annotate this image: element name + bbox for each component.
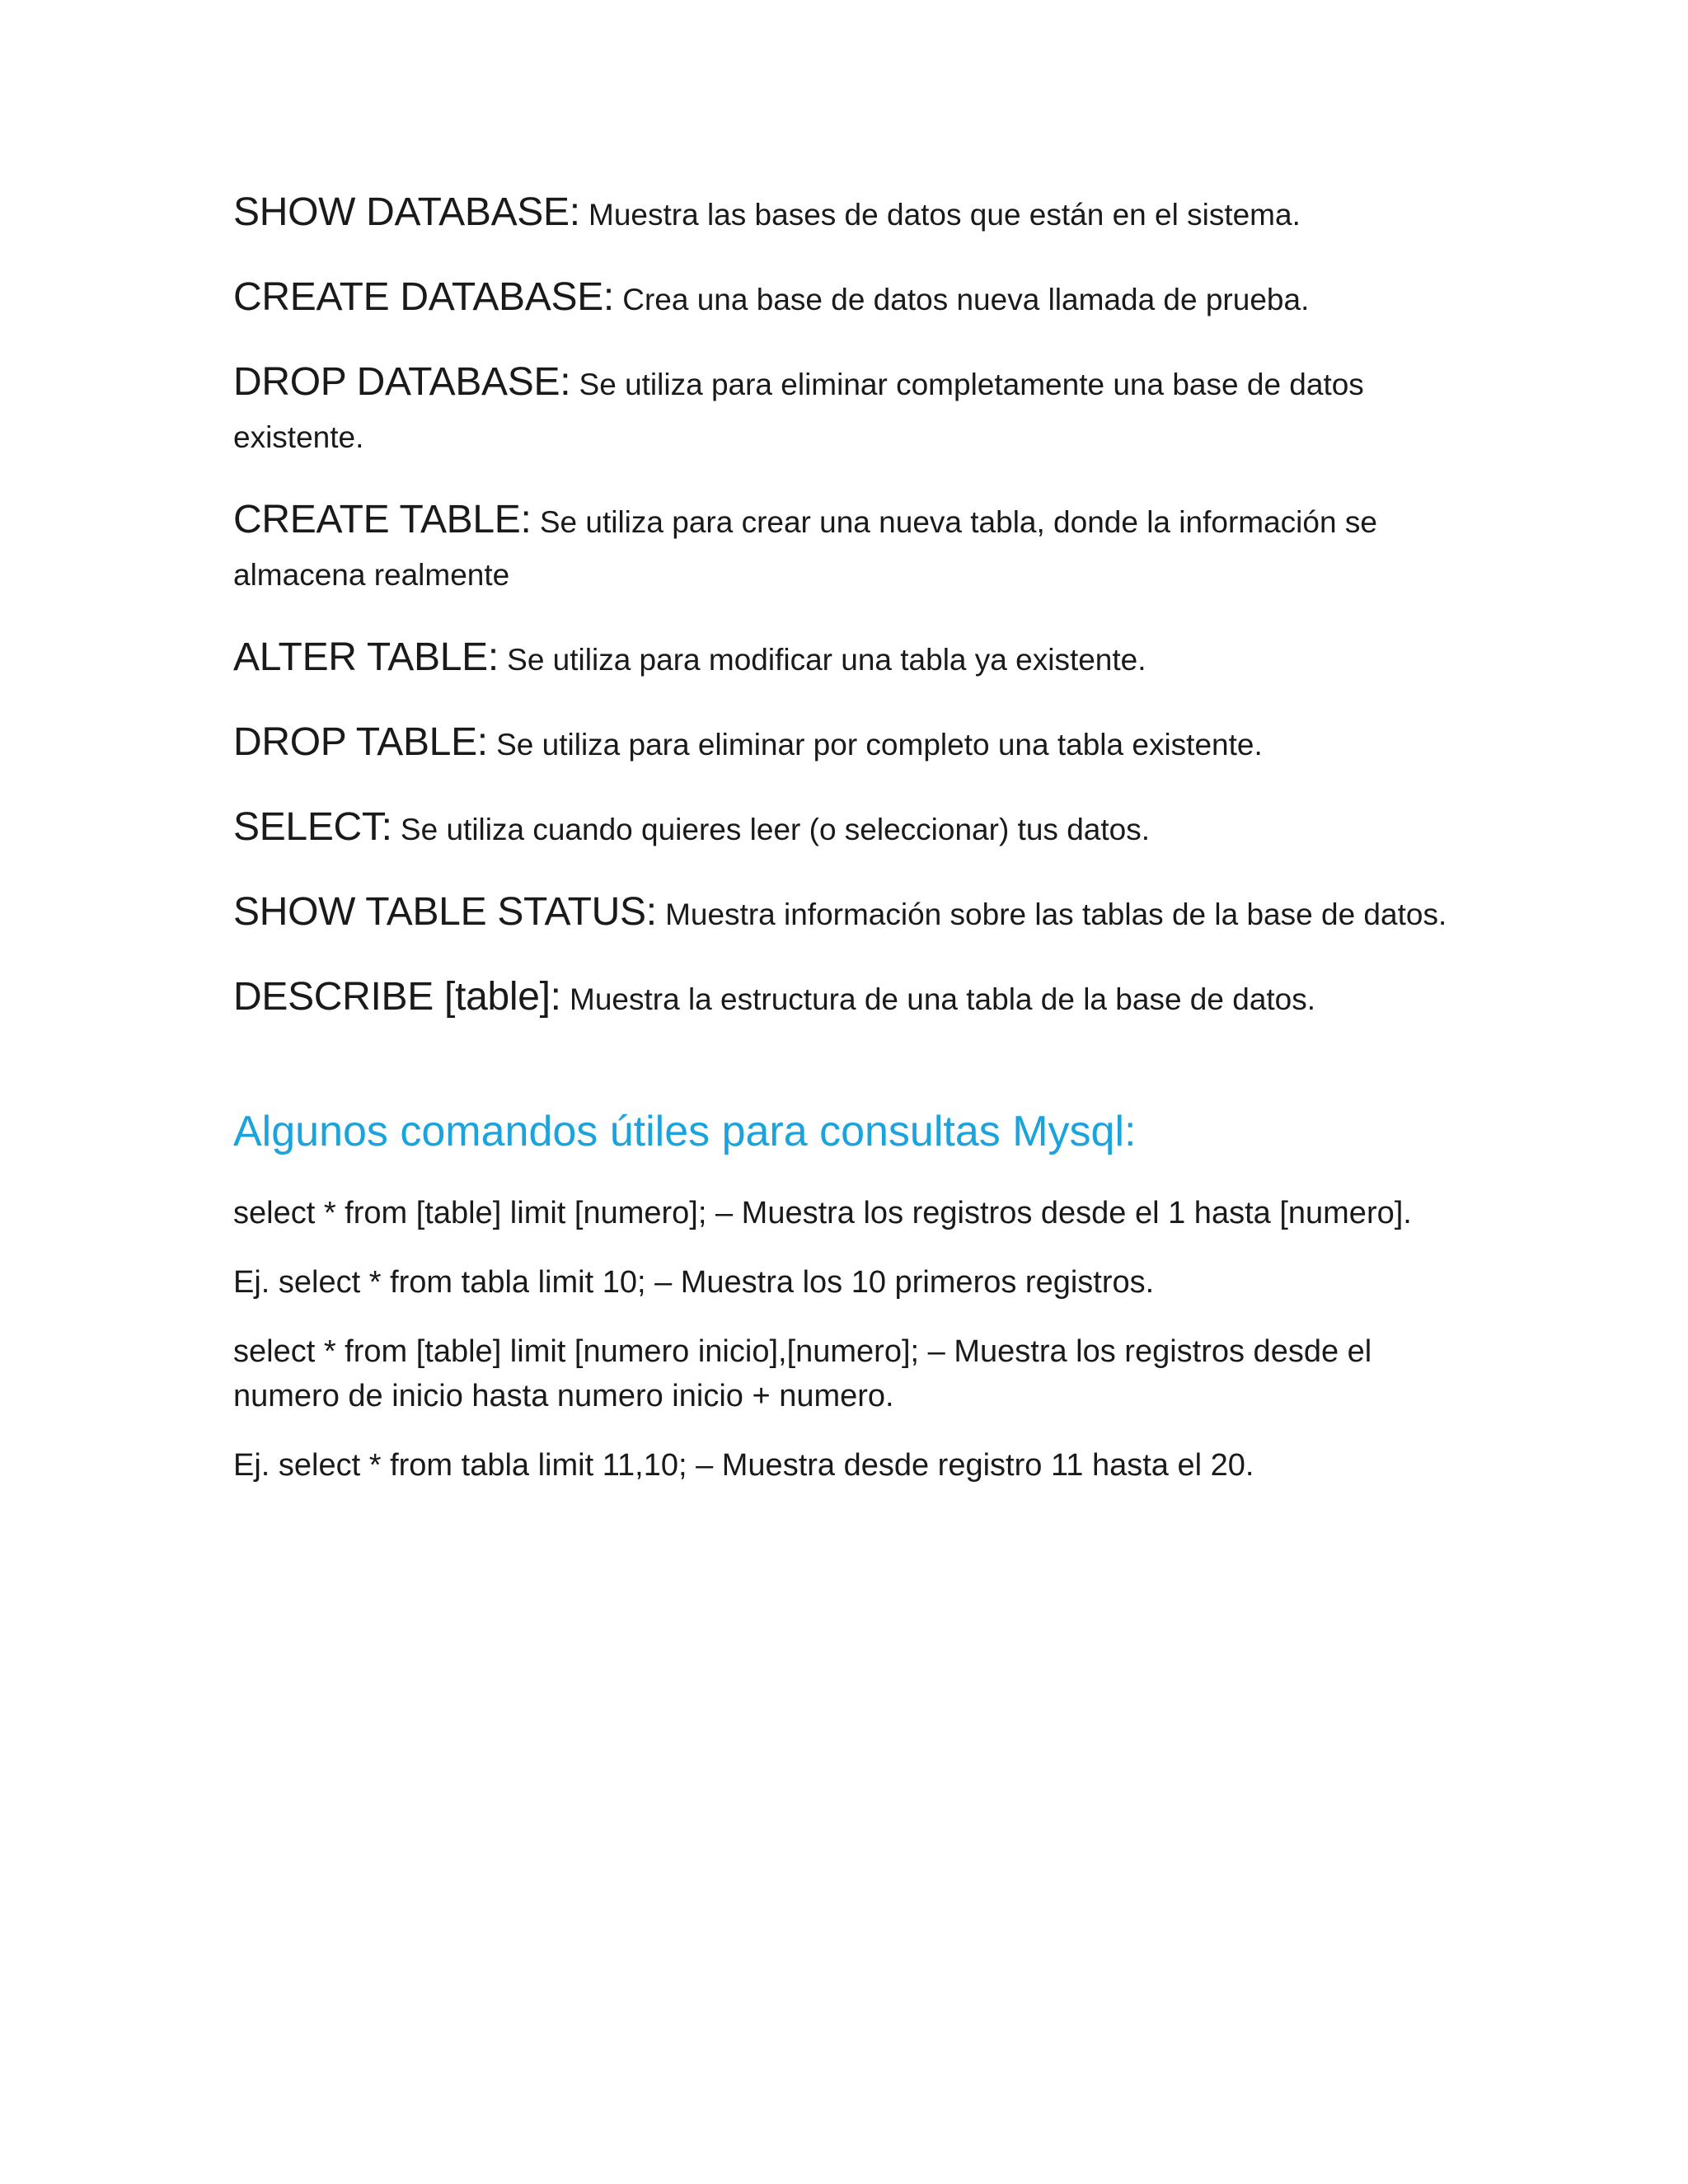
document-content (233, 190, 1470, 1512)
command-description: Muestra las bases de datos que están en el sistema. (579, 198, 1301, 232)
command-entry-select (233, 804, 1470, 860)
command-entry-show-table-status (233, 889, 1470, 944)
command-description: Se utiliza para crear una nueva tabla, donde la información se almacena realmente (233, 505, 1377, 592)
command-term: CREATE DATABASE: (233, 275, 614, 319)
command-term: ALTER TABLE: (233, 635, 499, 679)
command-entry-create-database (233, 274, 1470, 330)
command-description: Se utiliza para modificar una tabla ya existente. (498, 643, 1146, 677)
command-term: DESCRIBE [table]: (233, 975, 561, 1019)
command-term: DROP DATABASE: (233, 360, 571, 404)
command-description: Muestra información sobre las tablas de la base de datos. (656, 898, 1447, 931)
command-term: DROP TABLE: (233, 720, 488, 764)
command-term: SHOW TABLE STATUS: (233, 890, 657, 934)
command-description: Se utiliza para eliminar por completo una tabla existente. (487, 728, 1263, 762)
example-line: select * from [table] limit [numero]; – Muestra los registros desde el 1 hasta [numero]. (233, 1196, 1412, 1230)
command-entry-create-table (233, 497, 1470, 605)
command-entry-show-database (233, 190, 1470, 245)
command-term: SHOW DATABASE: (233, 190, 580, 234)
command-entry-describe (233, 974, 1470, 1029)
command-entry-drop-table (233, 719, 1470, 775)
command-entry-drop-database (233, 359, 1470, 467)
command-description: Se utiliza cuando quieres leer (o seleccionar) tus datos. (392, 813, 1150, 846)
command-description: Crea una base de datos nueva llamada de prueba. (613, 283, 1310, 316)
example-line: Ej. select * from tabla limit 10; – Muestra los 10 primeros registros. (233, 1265, 1155, 1300)
command-term: CREATE TABLE: (233, 498, 532, 541)
section-heading: Algunos comandos útiles para consultas Mysql: (233, 1108, 1137, 1155)
example-line: Ej. select * from tabla limit 11,10; – Muestra desde registro 11 hasta el 20. (233, 1448, 1254, 1483)
example-line: select * from [table] limit [numero inicio],[numero]; – Muestra los registros desde el numero de inicio hasta numero inicio + numero. (233, 1334, 1372, 1413)
command-entry-alter-table (233, 635, 1470, 690)
command-description: Se utiliza para eliminar completamente una base de datos existente. (233, 368, 1364, 454)
command-description: Muestra la estructura de una tabla de la base de datos. (560, 982, 1316, 1016)
command-term: SELECT: (233, 805, 392, 849)
